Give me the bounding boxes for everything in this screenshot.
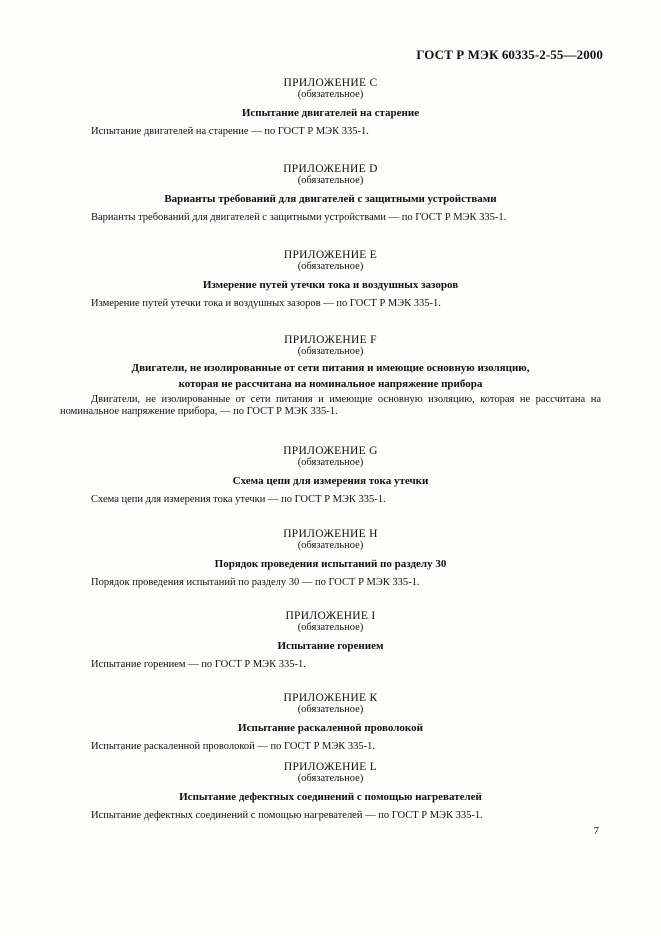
annex-body: Порядок проведения испытаний по разделу 30 — по ГОСТ Р МЭК 335-1. bbox=[91, 577, 420, 588]
annex-body: Варианты требований для двигателей с защитными устройствами — по ГОСТ Р МЭК 335-1. bbox=[91, 212, 507, 223]
annex-body: Испытание двигателей на старение — по ГОСТ Р МЭК 335-1. bbox=[91, 126, 369, 137]
annex-heading: Испытание двигателей на старение bbox=[241, 107, 420, 119]
annex-title: ПРИЛОЖЕНИЕ I bbox=[285, 610, 376, 622]
annex-title: ПРИЛОЖЕНИЕ С bbox=[283, 77, 378, 89]
annex-l bbox=[60, 761, 601, 822]
annex-heading: Испытание раскаленной проволокой bbox=[238, 722, 423, 734]
annex-body: Схема цепи для измерения тока утечки — по ГОСТ Р МЭК 335-1. bbox=[91, 494, 386, 505]
annex-i bbox=[60, 610, 601, 671]
annex-title: ПРИЛОЖЕНИЕ Н bbox=[283, 528, 378, 540]
annex-status: (обязательное) bbox=[297, 346, 364, 357]
annex-heading: Испытание горением bbox=[277, 640, 384, 652]
annex-body: Испытание дефектных соединений с помощью нагревателей — по ГОСТ Р МЭК 335-1. bbox=[91, 810, 483, 821]
annex-title: ПРИЛОЖЕНИЕ Е bbox=[283, 249, 378, 261]
annex-d bbox=[60, 163, 601, 224]
annex-title: ПРИЛОЖЕНИЕ G bbox=[283, 445, 378, 457]
annex-heading-line-1: Двигатели, не изолированные от сети питания и имеющие основную изоляцию, bbox=[131, 362, 530, 374]
annex-status: (обязательное) bbox=[297, 622, 364, 633]
annex-title: ПРИЛОЖЕНИЕ F bbox=[284, 334, 377, 346]
annex-body: Двигатели, не изолированные от сети питания и имеющие основную изоляцию, которая не рассчитана на номинальное напряжение прибора, — по ГОСТ Р МЭК 335-1. bbox=[60, 394, 601, 417]
annex-k bbox=[60, 692, 601, 753]
annex-status: (обязательное) bbox=[297, 704, 364, 715]
annex-heading-line-2: которая не рассчитана на номинальное напряжение прибора bbox=[178, 378, 483, 390]
annex-heading: Варианты требований для двигателей с защитными устройствами bbox=[164, 193, 497, 205]
annex-body: Испытание раскаленной проволокой — по ГОСТ Р МЭК 335-1. bbox=[91, 741, 376, 752]
annex-heading: Порядок проведения испытаний по разделу 30 bbox=[214, 558, 447, 570]
annex-body: Испытание горением — по ГОСТ Р МЭК 335-1. bbox=[91, 659, 306, 670]
annex-h bbox=[60, 528, 601, 589]
annex-status: (обязательное) bbox=[297, 175, 364, 186]
annex-title: ПРИЛОЖЕНИЕ D bbox=[283, 163, 378, 175]
annex-title: ПРИЛОЖЕНИЕ L bbox=[283, 761, 378, 773]
annex-status: (обязательное) bbox=[297, 89, 364, 100]
annex-f bbox=[60, 334, 601, 418]
annex-heading: Схема цепи для измерения тока утечки bbox=[232, 475, 429, 487]
annex-status: (обязательное) bbox=[297, 261, 364, 272]
annex-heading: Испытание дефектных соединений с помощью нагревателей bbox=[179, 791, 482, 803]
annex-c bbox=[60, 77, 601, 138]
annex-g bbox=[60, 445, 601, 506]
annex-heading: Измерение путей утечки тока и воздушных зазоров bbox=[202, 279, 459, 291]
annex-status: (обязательное) bbox=[297, 773, 364, 784]
annex-e bbox=[60, 249, 601, 310]
annex-status: (обязательное) bbox=[297, 540, 364, 551]
annex-body: Измерение путей утечки тока и воздушных зазоров — по ГОСТ Р МЭК 335-1. bbox=[91, 298, 441, 309]
annex-status: (обязательное) bbox=[297, 457, 364, 468]
document-header: ГОСТ Р МЭК 60335-2-55—2000 bbox=[416, 47, 603, 62]
page-number: 7 bbox=[593, 825, 599, 837]
annex-title: ПРИЛОЖЕНИЕ К bbox=[283, 692, 378, 704]
